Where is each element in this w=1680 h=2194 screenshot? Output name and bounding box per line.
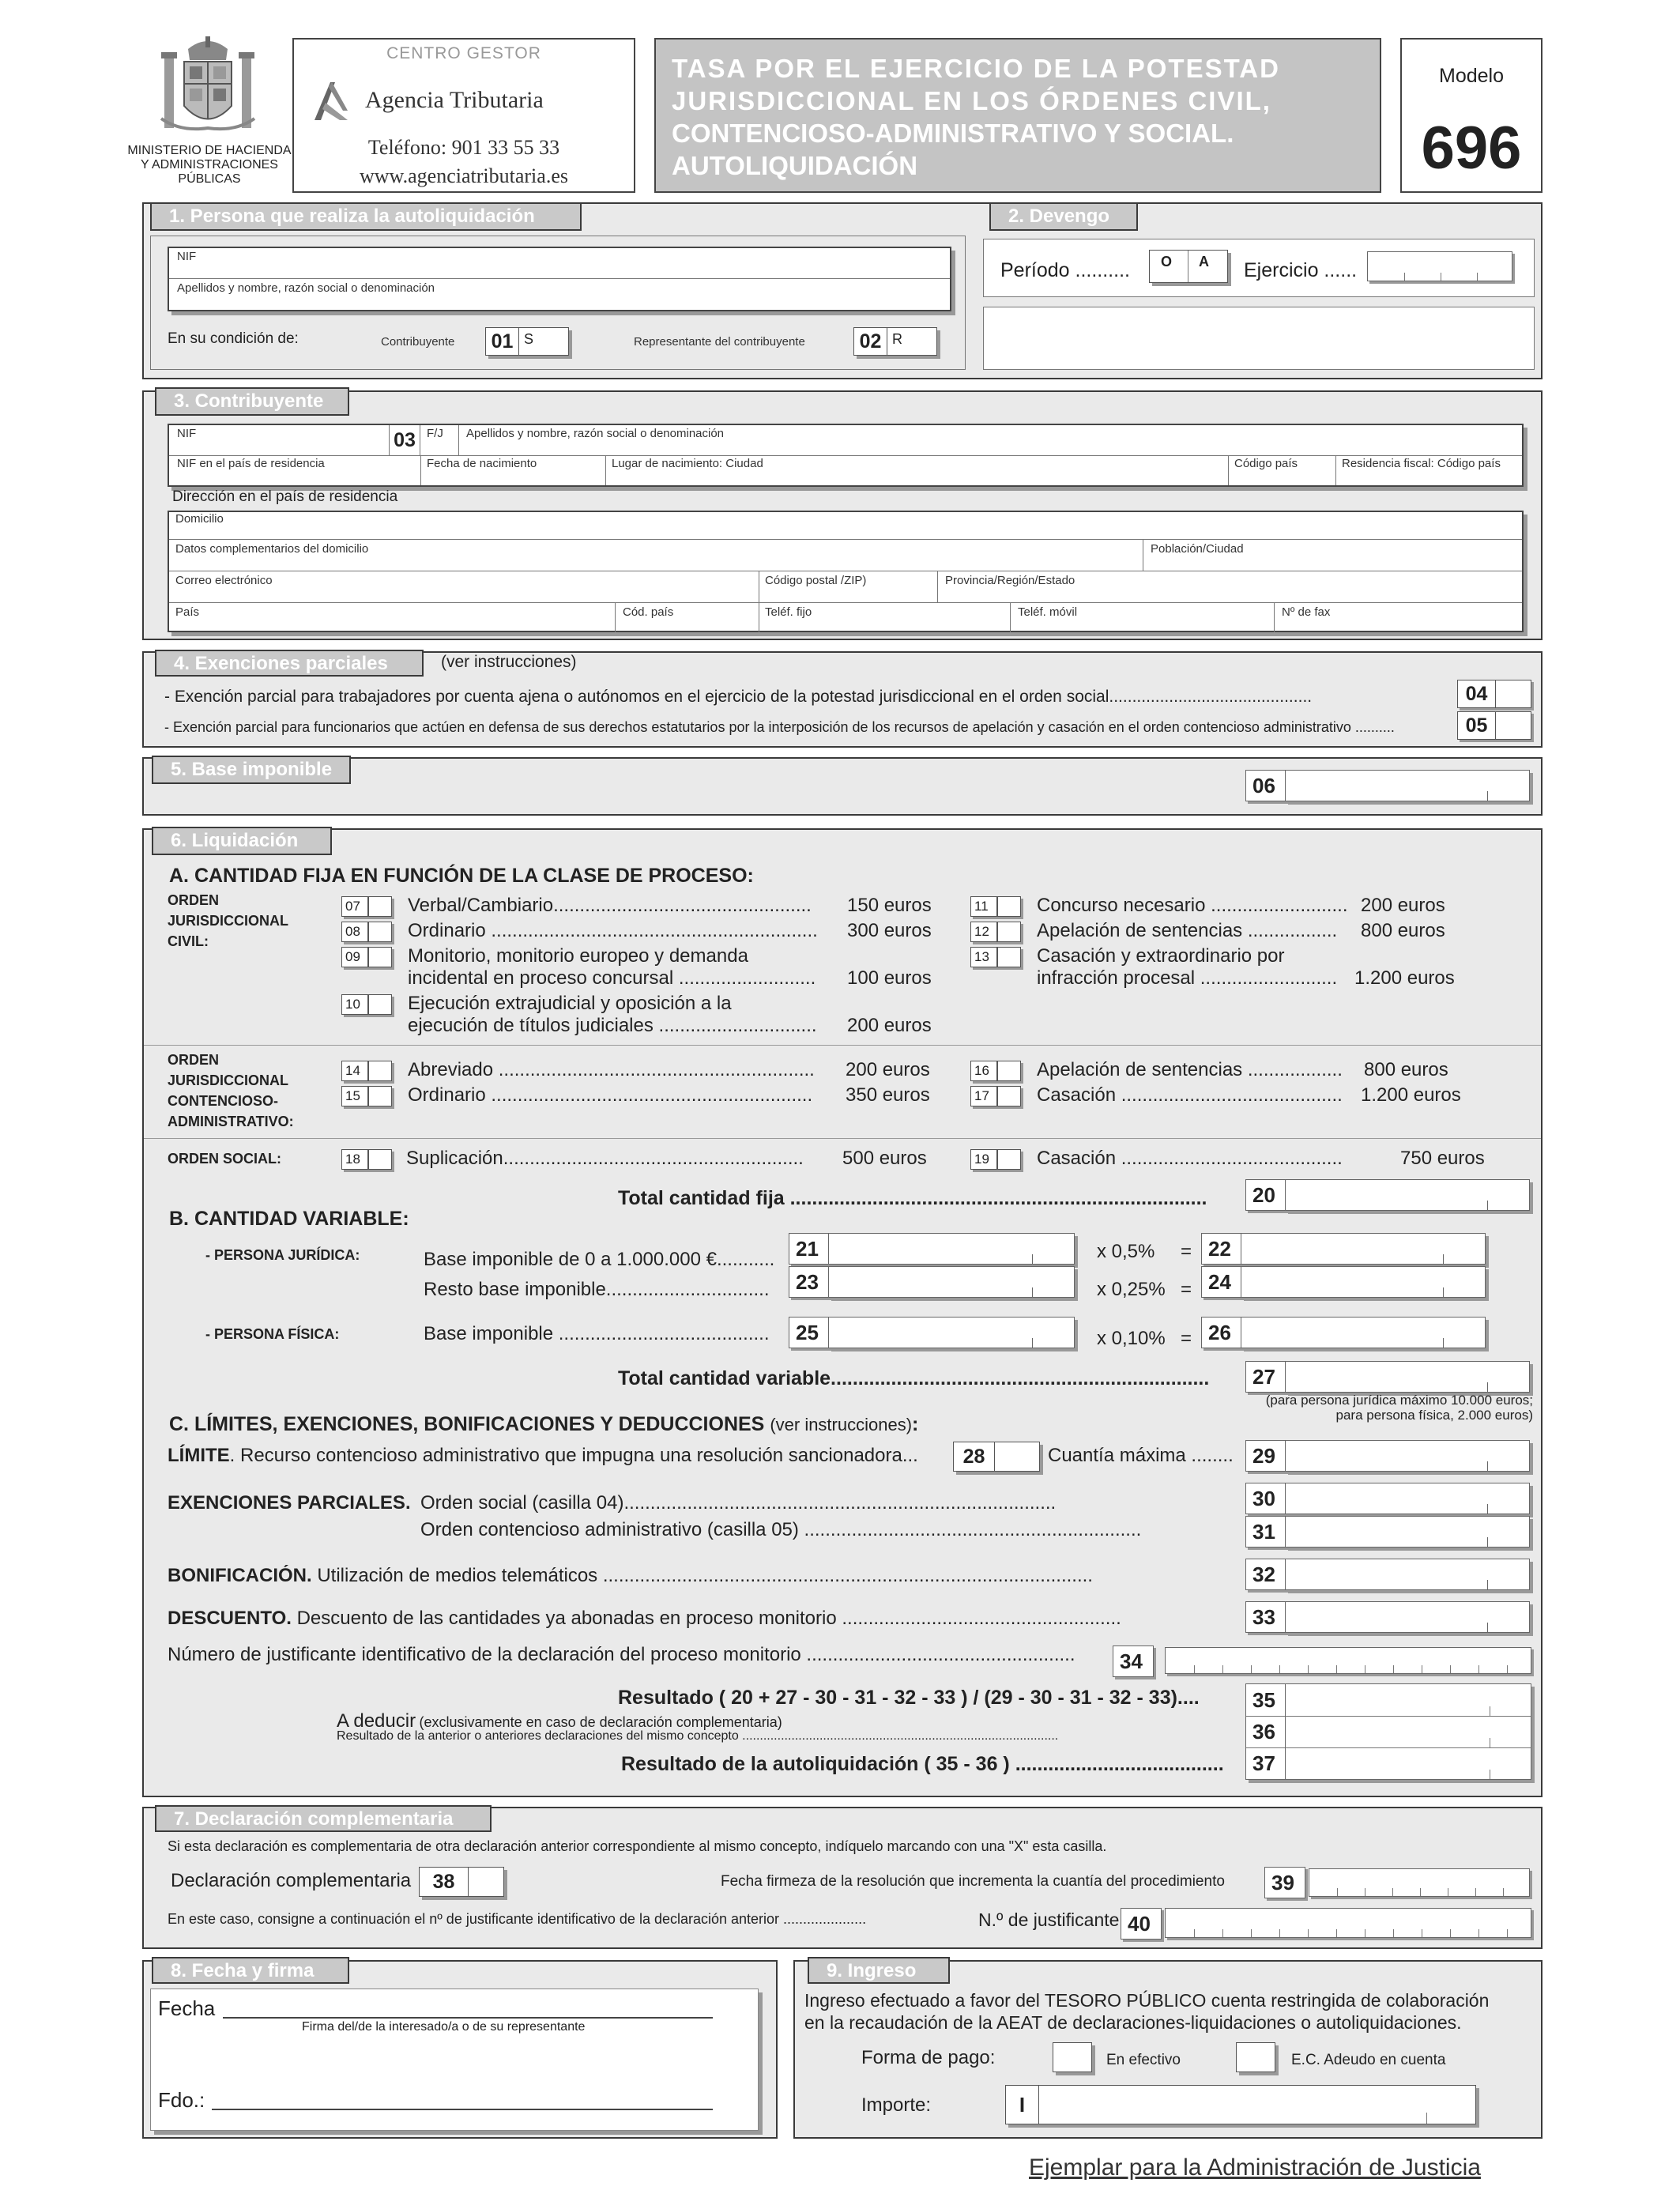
lugar-nacimiento-label: Lugar de nacimiento: Ciudad	[612, 457, 763, 470]
casilla-39-field[interactable]	[1309, 1868, 1530, 1897]
condicion-label: En su condición de:	[168, 330, 299, 347]
nif-label: NIF	[177, 250, 197, 263]
casilla-14-checkbox[interactable]: 14	[341, 1061, 368, 1081]
casilla-40-field[interactable]	[1165, 1908, 1531, 1938]
ingreso-text-2: en la recaudación de la AEAT de declaraciones-liquidaciones o autoliquidaciones.	[804, 2012, 1462, 2033]
forma-pago-label: Forma de pago:	[861, 2047, 996, 2068]
casilla-21-code: 21	[789, 1233, 830, 1265]
ordinario-civil-fee: 300 euros	[847, 920, 932, 941]
devengo-lower-panel	[983, 307, 1535, 370]
casacion-social-fee: 750 euros	[1400, 1148, 1485, 1169]
casilla-31-amount[interactable]	[1285, 1516, 1530, 1547]
casilla-24-amount[interactable]	[1241, 1266, 1486, 1298]
concurso-fee: 200 euros	[1361, 895, 1445, 916]
casacion-social-label: Casación ..........................................	[1037, 1148, 1343, 1169]
casilla-11-box[interactable]	[997, 896, 1021, 917]
decimal-mark	[1426, 2113, 1427, 2124]
orden-contencioso-line: CONTENCIOSO-	[168, 1093, 279, 1109]
casilla-25-amount[interactable]	[828, 1317, 1075, 1348]
casilla-31-code: 31	[1245, 1516, 1286, 1547]
ejecucion-label: Ejecución extrajudicial y oposición a la	[408, 993, 732, 1014]
casilla-07-checkbox[interactable]: 07	[341, 896, 368, 917]
section-9-title: 9. Ingreso	[808, 1957, 950, 1984]
cuantia-maxima-label: Cuantía máxima ........	[1048, 1445, 1234, 1466]
casilla-17-box[interactable]	[997, 1086, 1021, 1106]
pais-label: País	[175, 605, 200, 619]
casilla-26-code: 26	[1201, 1317, 1242, 1348]
casilla-01-code: 01	[486, 328, 519, 355]
poblacion-label: Población/Ciudad	[1151, 542, 1244, 556]
orden-civil-line: ORDEN	[168, 892, 220, 908]
suplicacion-fee: 500 euros	[842, 1148, 927, 1169]
coat-of-arms-logo	[156, 33, 259, 144]
casilla-14-box[interactable]	[368, 1061, 392, 1081]
casilla-19-checkbox[interactable]: 19	[970, 1149, 997, 1170]
nombre-label: Apellidos y nombre, razón social o denominación	[466, 427, 725, 440]
casilla-21-amount[interactable]	[828, 1233, 1075, 1265]
divider	[144, 1045, 1541, 1046]
casilla-20-code: 20	[1245, 1179, 1286, 1211]
casilla-27-amount[interactable]	[1285, 1361, 1530, 1393]
a-deducir-label: A deducir	[337, 1710, 416, 1732]
orden-civil-line: CIVIL:	[168, 933, 209, 949]
casilla-25-code: 25	[789, 1317, 830, 1348]
divider	[169, 278, 950, 279]
residencia-fiscal-label: Residencia fiscal: Código país	[1342, 457, 1501, 470]
casilla-12-box[interactable]	[997, 922, 1021, 942]
modelo-label: Modelo	[1439, 65, 1504, 87]
datos-complementarios-label: Datos complementarios del domicilio	[175, 542, 369, 556]
ver-instrucciones: (ver instrucciones)	[441, 653, 577, 671]
cantidad-fija-title: A. CANTIDAD FIJA EN FUNCIÓN DE LA CLASE DE PROCESO:	[169, 865, 754, 887]
casilla-09-checkbox[interactable]: 09	[341, 947, 368, 967]
exenciones-parciales-label: EXENCIONES PARCIALES.	[168, 1492, 411, 1514]
exencion-funcionarios-text: - Exención parcial para funcionarios que actúen en defensa de sus derechos estatutarios por la interposición de los recursos de apelación y casación en el orden contencioso administrativo ..........	[164, 719, 1395, 735]
casilla-38-code: 38	[420, 1868, 469, 1896]
divider	[1228, 455, 1229, 485]
abreviado-fee: 200 euros	[846, 1059, 930, 1080]
multiplier-010: x 0,10%	[1097, 1328, 1166, 1349]
ejecucion-fee: 200 euros	[847, 1015, 932, 1036]
fecha-label: Fecha	[158, 1996, 216, 2020]
limites-ver: (ver instrucciones)	[770, 1415, 913, 1434]
casilla-10-checkbox[interactable]: 10	[341, 994, 368, 1015]
direccion-label: Dirección en el país de residencia	[172, 488, 398, 505]
persona-fisica-label: - PERSONA FÍSICA:	[205, 1326, 340, 1342]
casilla-33-code: 33	[1245, 1601, 1286, 1633]
divider	[1274, 602, 1275, 632]
maximo-note	[1185, 1393, 1533, 1423]
agency-phone: Teléfono: 901 33 55 33	[367, 136, 560, 159]
base-0-1m-label: Base imponible de 0 a 1.000.000 €...........	[424, 1249, 775, 1270]
periodo-a: A	[1199, 254, 1209, 270]
casacion-civil-label-2: infracción procesal ..........................	[1037, 967, 1338, 989]
fdo-label: Fdo.:	[158, 2088, 205, 2112]
orden-civil-label	[168, 890, 288, 952]
nif-label: NIF	[177, 427, 197, 440]
n-justificante-label: N.º de justificante	[978, 1909, 1120, 1930]
casilla-20-amount[interactable]	[1285, 1179, 1530, 1211]
divider	[420, 455, 421, 485]
modelo-box	[1400, 38, 1543, 193]
casilla-15-box[interactable]	[368, 1086, 392, 1106]
monitorio-fee: 100 euros	[847, 967, 932, 989]
section-3-title: 3. Contribuyente	[155, 387, 349, 416]
centro-gestor-label: CENTRO GESTOR	[386, 44, 541, 62]
divider	[169, 455, 1522, 456]
abreviado-label: Abreviado ............................................................	[408, 1059, 815, 1080]
orden-contencioso-label	[168, 1050, 294, 1132]
ministry-line: MINISTERIO DE HACIENDA	[127, 144, 292, 157]
casilla-17-checkbox[interactable]: 17	[970, 1086, 997, 1106]
declaracion-complementaria-label: Declaración complementaria	[171, 1870, 412, 1891]
ec-cuenta-checkbox[interactable]	[1236, 2042, 1275, 2072]
fj-label: F/J	[427, 427, 443, 440]
section-2-title: 2. Devengo	[989, 202, 1138, 231]
equals-sign: =	[1181, 1328, 1192, 1349]
codigo-postal-label: Código postal /ZIP)	[765, 574, 867, 587]
casilla-16-checkbox[interactable]: 16	[970, 1061, 997, 1081]
casilla-37-code: 37	[1246, 1747, 1286, 1779]
casilla-19-box[interactable]	[997, 1149, 1021, 1170]
casilla-39-code: 39	[1264, 1867, 1305, 1898]
correo-label: Correo electrónico	[175, 574, 273, 587]
casilla-12-checkbox[interactable]: 12	[970, 922, 997, 942]
verbal-cambiario-label: Verbal/Cambiario.................................................	[408, 895, 812, 916]
telf-movil-label: Teléf. móvil	[1018, 605, 1078, 619]
casilla-35-code: 35	[1246, 1684, 1286, 1716]
orden-social-label: ORDEN SOCIAL:	[168, 1151, 281, 1167]
form-title-line: CONTENCIOSO-ADMINISTRATIVO Y SOCIAL.	[672, 119, 1234, 148]
limites-title	[169, 1413, 918, 1436]
divider	[605, 455, 606, 485]
bonificacion-text: Utilización de medios telemáticos .............................................................................................	[317, 1565, 1093, 1586]
casilla-29-amount[interactable]	[1285, 1440, 1530, 1472]
orden-contencioso-casilla-05-label: Orden contencioso administrativo (casilla 05) ................................................................	[420, 1519, 1142, 1540]
divider	[144, 1138, 1541, 1139]
verbal-cambiario-fee: 150 euros	[847, 895, 932, 916]
casilla-33-amount[interactable]	[1285, 1601, 1530, 1633]
agency-logo-icon	[311, 79, 351, 123]
apelacion-civil-label: Apelación de sentencias .................	[1037, 920, 1338, 941]
casilla-23-code: 23	[789, 1266, 830, 1298]
orden-contencioso-line: ADMINISTRATIVO:	[168, 1114, 294, 1129]
casilla-34-code: 34	[1113, 1646, 1154, 1677]
concurso-label: Concurso necesario ..........................	[1037, 895, 1348, 916]
casilla-38-checkbox[interactable]	[419, 1867, 504, 1897]
divider	[937, 571, 938, 602]
fecha-line[interactable]	[223, 2017, 713, 2019]
fax-label: Nº de fax	[1282, 605, 1331, 619]
ec-cuenta-label: E.C. Adeudo en cuenta	[1291, 2052, 1446, 2068]
nif-residencia-label: NIF en el país de residencia	[177, 457, 325, 470]
casilla-27-code: 27	[1245, 1361, 1286, 1393]
form-title-line: TASA POR EL EJERCICIO DE LA POTESTAD	[672, 54, 1280, 83]
casilla-02-code: 02	[854, 328, 887, 355]
ministry-name	[119, 144, 300, 187]
monitorio-label-2: incidental en proceso concursal ..........................	[408, 967, 816, 989]
resto-base-label: Resto base imponible...............................	[424, 1279, 770, 1300]
divider	[169, 539, 1522, 540]
casilla-22-amount[interactable]	[1241, 1233, 1486, 1265]
casilla-30-amount[interactable]	[1285, 1483, 1530, 1514]
casilla-07-box[interactable]	[368, 896, 392, 917]
casilla-05-code: 05	[1458, 712, 1496, 739]
firma-caption: Firma del/de la interesado/a o de su representante	[302, 2020, 586, 2034]
periodo-field[interactable]	[1149, 250, 1228, 283]
casilla-02-checkbox[interactable]	[853, 327, 937, 356]
section-4-title: 4. Exenciones parciales	[155, 650, 424, 677]
divider	[169, 602, 1522, 603]
descuento-label: DESCUENTO.	[168, 1608, 292, 1629]
fdo-line[interactable]	[212, 2109, 713, 2110]
importe-field[interactable]	[1005, 2085, 1476, 2124]
orden-contencioso-line: JURISDICCIONAL	[168, 1072, 289, 1088]
casilla-26-amount[interactable]	[1241, 1317, 1486, 1348]
resultado-label: Resultado ( 20 + 27 - 30 - 31 - 32 - 33 ) / (29 - 30 - 31 - 32 - 33)....	[618, 1687, 1200, 1709]
casilla-18-checkbox[interactable]: 18	[341, 1149, 368, 1170]
importe-label: Importe:	[861, 2094, 932, 2116]
casilla-15-checkbox[interactable]: 15	[341, 1086, 368, 1106]
codigo-pais-label: Código país	[1234, 457, 1298, 470]
centro-gestor-box	[292, 38, 635, 193]
casilla-16-box[interactable]	[997, 1061, 1021, 1081]
modelo-number: 696	[1421, 115, 1522, 182]
bonificacion-row	[168, 1565, 1244, 1587]
casilla-04-code: 04	[1458, 680, 1496, 707]
multiplier-05: x 0,5%	[1097, 1241, 1155, 1262]
casilla-23-amount[interactable]	[828, 1266, 1075, 1298]
telf-fijo-label: Teléf. fijo	[765, 605, 812, 619]
periodo-o: O	[1161, 254, 1173, 270]
suplicacion-label: Suplicación.........................................................	[406, 1148, 804, 1169]
form-title-line: AUTOLIQUIDACIÓN	[672, 151, 918, 180]
section-6-title: 6. Liquidación	[152, 827, 332, 855]
divider	[1010, 602, 1011, 632]
casilla-08-checkbox[interactable]: 08	[341, 922, 368, 942]
resultado-autoliquidacion-label: Resultado de la autoliquidación ( 35 - 36 ) ......................................	[621, 1753, 1224, 1775]
limite-row	[168, 1445, 918, 1467]
orden-social-casilla-04-label: Orden social (casilla 04)..................................................................................	[420, 1492, 1057, 1514]
casacion-cont-fee: 1.200 euros	[1361, 1084, 1461, 1106]
orden-civil-line: JURISDICCIONAL	[168, 913, 289, 929]
casilla-01-value: S	[524, 331, 534, 347]
descuento-text: Descuento de las cantidades ya abonadas en proceso monitorio .....................................................	[296, 1608, 1121, 1629]
section-1-title: 1. Persona que realiza la autoliquidación	[150, 202, 582, 231]
casilla-10-box[interactable]	[368, 994, 392, 1015]
domicilio-label: Domicilio	[175, 512, 224, 526]
casilla-22-code: 22	[1201, 1233, 1242, 1265]
ejercicio-field[interactable]	[1367, 251, 1512, 281]
casilla-08-box[interactable]	[368, 922, 392, 942]
limite-text: . Recurso contencioso administrativo que impugna una resolución sancionadora...	[229, 1445, 918, 1466]
persona-juridica-label: - PERSONA JURÍDICA:	[205, 1247, 360, 1263]
casilla-03[interactable]: 03	[389, 425, 420, 455]
casilla-06-amount[interactable]	[1285, 770, 1530, 801]
limite-label: LÍMITE	[168, 1445, 230, 1466]
ejecucion-label-2: ejecución de títulos judiciales ..............................	[408, 1015, 817, 1036]
agency-name: Agencia Tributaria	[365, 87, 544, 113]
casilla-35-amount[interactable]	[1286, 1684, 1530, 1715]
divider	[1335, 455, 1336, 485]
ejemplar-footer: Ejemplar para la Administración de Justicia	[1029, 2154, 1481, 2181]
casilla-34-field[interactable]	[1165, 1647, 1531, 1674]
casilla-24-code: 24	[1201, 1266, 1242, 1298]
ministry-line: Y ADMINISTRACIONES	[141, 158, 278, 172]
nombre-label: Apellidos y nombre, razón social o denominación	[177, 281, 435, 295]
casilla-18-box[interactable]	[368, 1149, 392, 1170]
casilla-05-checkbox[interactable]	[1457, 711, 1531, 740]
section-5-title: 5. Base imponible	[152, 756, 351, 784]
casilla-06-code: 06	[1245, 770, 1286, 801]
representante-label: Representante del contribuyente	[634, 335, 805, 349]
orden-contencioso-line: ORDEN	[168, 1052, 220, 1068]
casilla-13-box[interactable]	[997, 947, 1021, 967]
efectivo-checkbox[interactable]	[1053, 2042, 1092, 2072]
ingreso-text-1: Ingreso efectuado a favor del TESORO PÚBLICO cuenta restringida de colaboración	[804, 1990, 1490, 2011]
monitorio-label: Monitorio, monitorio europeo y demanda	[408, 945, 748, 967]
casilla-30-code: 30	[1245, 1483, 1286, 1514]
apelacion-cont-label: Apelación de sentencias ..................	[1037, 1059, 1343, 1080]
periodo-label: Período ..........	[1000, 259, 1130, 281]
equals-sign: =	[1181, 1279, 1192, 1300]
ordinario-civil-label: Ordinario ..............................................................	[408, 920, 818, 941]
form-title-box	[654, 38, 1381, 193]
a-deducir-note: (exclusivamente en caso de declaración complementaria)	[419, 1714, 782, 1730]
direccion-box	[168, 511, 1524, 632]
casilla-32-amount[interactable]	[1285, 1559, 1530, 1590]
casilla-13-checkbox[interactable]: 13	[970, 947, 997, 967]
section-8-title: 8. Fecha y firma	[152, 1957, 349, 1984]
consigne-label: En este caso, consigne a continuación el nº de justificante identificativo de la declaración anterior .....................	[168, 1911, 867, 1927]
casilla-09-box[interactable]	[368, 947, 392, 967]
complementaria-intro: Si esta declaración es complementaria de otra declaración anterior correspondiente al mismo concepto, indíquelo marcando con una "X" esta casilla.	[168, 1838, 1107, 1854]
fecha-nacimiento-label: Fecha de nacimiento	[427, 457, 537, 470]
maximo-note-line: para persona física, 2.000 euros)	[1335, 1408, 1533, 1423]
divider	[615, 602, 616, 632]
bonificacion-label: BONIFICACIÓN.	[168, 1565, 312, 1586]
casilla-40-code: 40	[1121, 1908, 1162, 1940]
maximo-note-line: (para persona jurídica máximo 10.000 euros;	[1265, 1393, 1533, 1408]
casilla-29-code: 29	[1245, 1440, 1286, 1472]
total-cantidad-fija-label: Total cantidad fija ............................................................................	[618, 1187, 1207, 1209]
equals-sign: =	[1181, 1241, 1192, 1262]
apelacion-cont-fee: 800 euros	[1364, 1059, 1448, 1080]
contribuyente-label: Contribuyente	[381, 335, 455, 349]
limites-colon: :	[912, 1413, 919, 1435]
casacion-cont-label: Casación ..........................................	[1037, 1084, 1343, 1106]
resultado-anterior-label: Resultado de la anterior o anteriores declaraciones del mismo concepto ..........................................................................................	[337, 1729, 1059, 1743]
exencion-social-text: - Exención parcial para trabajadores por cuenta ajena o autónomos en el ejercicio de la potestad jurisdiccional en el orden social............................................	[164, 688, 1313, 706]
casilla-28-checkbox[interactable]	[953, 1442, 1040, 1472]
numero-justificante-label: Número de justificante identificativo de la declaración del proceso monitorio ...................................................	[168, 1644, 1075, 1665]
section-7-title: 7. Declaración complementaria	[155, 1805, 492, 1832]
casilla-36-code: 36	[1246, 1716, 1286, 1747]
apelacion-civil-fee: 800 euros	[1361, 920, 1445, 941]
form-title-line: JURISDICCIONAL EN LOS ÓRDENES CIVIL,	[672, 86, 1271, 115]
fecha-firmeza-label: Fecha firmeza de la resolución que incrementa la cuantía del procedimiento	[721, 1873, 1225, 1890]
agency-website[interactable]: www.agenciatributaria.es	[360, 164, 568, 187]
efectivo-label: En efectivo	[1106, 2052, 1181, 2068]
casilla-11-checkbox[interactable]: 11	[970, 896, 997, 917]
importe-code: I	[1006, 2086, 1039, 2124]
divider	[458, 425, 459, 455]
ordinario-cont-label: Ordinario .............................................................	[408, 1084, 813, 1106]
casilla-32-code: 32	[1245, 1559, 1286, 1590]
descuento-row	[168, 1608, 1244, 1630]
casilla-37-amount[interactable]	[1286, 1747, 1530, 1778]
total-cantidad-variable-label: Total cantidad variable.....................................................................	[618, 1367, 1210, 1389]
ministry-line: PÚBLICAS	[178, 172, 241, 186]
casilla-28-code: 28	[954, 1442, 995, 1471]
casilla-36-amount[interactable]	[1286, 1716, 1530, 1747]
multiplier-025: x 0,25%	[1097, 1279, 1166, 1300]
base-imponible-fisica-label: Base imponible ........................................	[424, 1323, 770, 1344]
casacion-civil-label: Casación y extraordinario por	[1037, 945, 1285, 967]
casacion-civil-fee: 1.200 euros	[1354, 967, 1455, 989]
ordinario-cont-fee: 350 euros	[846, 1084, 930, 1106]
provincia-label: Provincia/Región/Estado	[945, 574, 1075, 587]
ejercicio-label: Ejercicio ......	[1244, 259, 1358, 281]
casilla-02-value: R	[892, 331, 902, 347]
casilla-01-checkbox[interactable]	[485, 327, 569, 356]
cantidad-variable-title: B. CANTIDAD VARIABLE:	[169, 1208, 409, 1230]
cod-pais-label: Cód. país	[623, 605, 674, 619]
casilla-04-checkbox[interactable]	[1457, 680, 1531, 708]
persona-fields-box	[168, 247, 951, 311]
contribuyente-id-box	[168, 424, 1524, 487]
limites-title-text: C. LÍMITES, EXENCIONES, BONIFICACIONES Y DEDUCCIONES	[169, 1413, 765, 1435]
